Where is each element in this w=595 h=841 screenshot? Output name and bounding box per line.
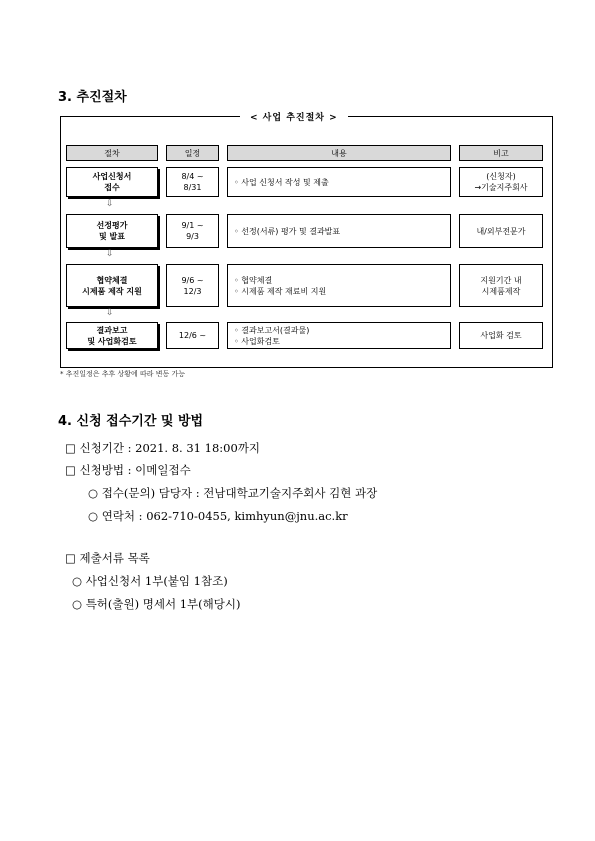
content-cell: ◦ 협약체결 ◦ 시제품 제작 재료비 지원	[227, 264, 451, 307]
content-cell: ◦ 선정(서류) 평가 및 결과발표	[227, 214, 451, 248]
down-arrow-icon: ⇩	[106, 199, 114, 209]
step-cell: 협약체결 시제품 제작 지원	[66, 264, 158, 307]
down-arrow-icon: ⇩	[106, 308, 114, 318]
contact-person: ○ 접수(문의) 담당자 : 전남대학교기술지주회사 김현 과장	[88, 486, 378, 500]
documents-heading: □ 제출서류 목록	[65, 551, 150, 565]
content-cell: ◦ 사업 신청서 작성 및 제출	[227, 167, 451, 197]
schedule-cell: 12/6 ~	[166, 322, 219, 349]
application-period: □ 신청기간 : 2021. 8. 31 18:00까지	[65, 441, 260, 455]
header-remark: 비고	[459, 145, 543, 161]
section-4-title: 4. 신청 접수기간 및 방법	[58, 414, 204, 429]
step-cell: 선정평가 및 발표	[66, 214, 158, 248]
frame-title: < 사업 추진절차 >	[240, 110, 348, 123]
document-item: ○ 특허(출원) 명세서 1부(해당시)	[72, 597, 241, 611]
remark-cell: 사업화 검토	[459, 322, 543, 349]
header-schedule: 일정	[166, 145, 219, 161]
content-cell: ◦ 결과보고서(결과물) ◦ 사업화검토	[227, 322, 451, 349]
header-content: 내용	[227, 145, 451, 161]
schedule-cell: 9/1 ~ 9/3	[166, 214, 219, 248]
remark-cell: 내/외부전문가	[459, 214, 543, 248]
schedule-note: * 추진일정은 추후 상황에 따라 변동 가능	[60, 370, 186, 378]
step-cell: 결과보고 및 사업화검토	[66, 322, 158, 349]
application-method: □ 신청방법 : 이메일접수	[65, 463, 191, 477]
schedule-cell: 8/4 ~ 8/31	[166, 167, 219, 197]
contact-info: ○ 연락처 : 062-710-0455, kimhyun@jnu.ac.kr	[88, 509, 348, 523]
remark-cell: (신청자) →기술지주회사	[459, 167, 543, 197]
header-step: 절차	[66, 145, 158, 161]
section-3-title: 3. 추진절차	[58, 90, 127, 105]
document-item: ○ 사업신청서 1부(붙임 1참조)	[72, 574, 228, 588]
down-arrow-icon: ⇩	[106, 249, 114, 259]
schedule-cell: 9/6 ~ 12/3	[166, 264, 219, 307]
step-cell: 사업신청서 접수	[66, 167, 158, 197]
remark-cell: 지원기간 내 시제품제작	[459, 264, 543, 307]
